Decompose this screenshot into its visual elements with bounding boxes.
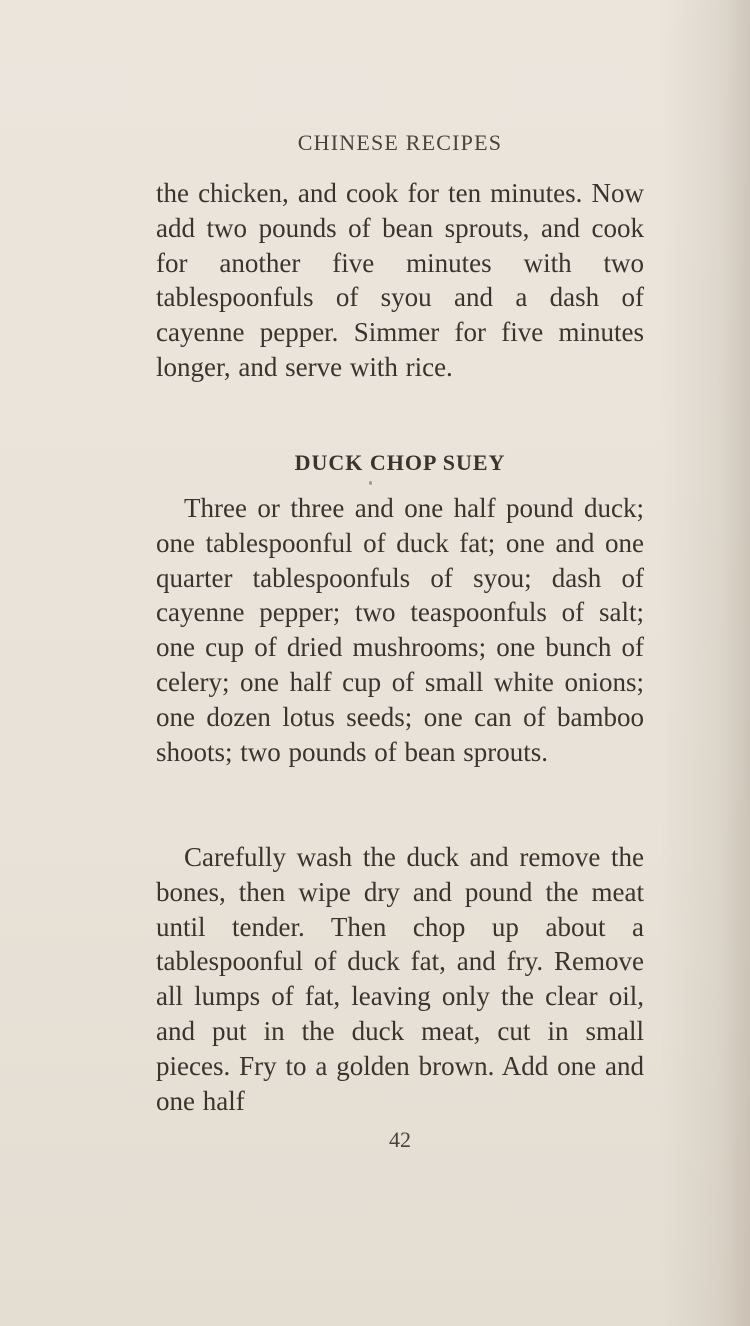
paper-speck bbox=[369, 481, 372, 485]
ingredients-paragraph: Three or three and one half pound duck; one tablespoonful of duck fat; one and one quarter tablespoonfuls of syou; dash of cayenne pepper; two teaspoonfuls of salt; one cup of dried mushrooms; one bunch of celery; one half cup of small white onions; one dozen lotus seeds; one can of bamboo shoots; two pounds of bean sprouts. bbox=[156, 493, 644, 767]
paragraph-continued: the chicken, and cook for ten minutes. Now add two pounds of bean sprouts, and cook for another five minutes with two tablespoonfuls of syou and a dash of cayenne pepper. Simmer for five minutes longer, and serve with rice. bbox=[156, 178, 644, 382]
instructions-paragraph: Carefully wash the duck and remove the bones, then wipe dry and pound the meat until tender. Then chop up about a tablespoonful of duck fat, and fry. Remove all lumps of fat, leaving only the clear oil, and put in the duck meat, cut in small pieces. Fry to a golden brown. Add one and one half bbox=[156, 842, 644, 1116]
page-number: 42 bbox=[389, 1127, 411, 1152]
running-head: CHINESE RECIPES bbox=[297, 130, 503, 155]
recipe-title: DUCK CHOP SUEY bbox=[294, 450, 506, 475]
